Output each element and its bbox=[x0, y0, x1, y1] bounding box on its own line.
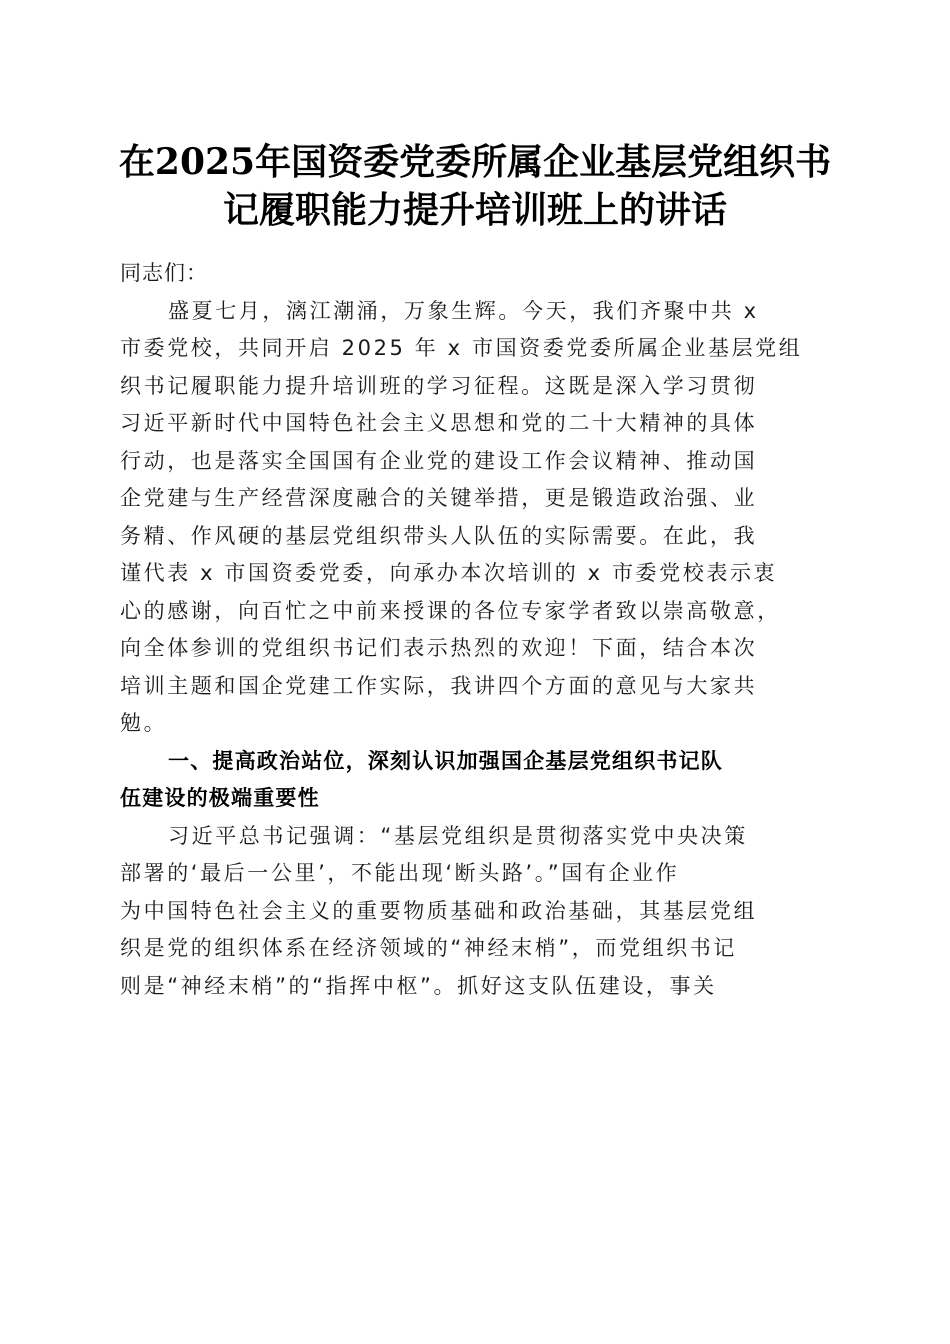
paragraph-opening bbox=[120, 293, 832, 743]
document-body bbox=[120, 255, 832, 1005]
text-line: 行动，也是落实全国国有企业党的建设工作会议精神、推动国 bbox=[120, 448, 758, 473]
text-line: 部署的‘最后一公里’，不能出现‘断头路’。”国有企业作 bbox=[120, 861, 680, 885]
text-line: 织书记履职能力提升培训班的学习征程。这既是深入学习贯彻 bbox=[120, 373, 758, 398]
paragraph-section-1 bbox=[120, 818, 832, 1006]
title-line-1: 在2025年国资委党委所属企业基层党组织书 bbox=[118, 141, 832, 183]
heading-line: 伍建设的极端重要性 bbox=[120, 786, 320, 810]
text-line: 企党建与生产经营深度融合的关键举措，更是锻造政治强、业 bbox=[120, 486, 758, 510]
document-title bbox=[90, 138, 860, 234]
text-line: 务精、作风硬的基层党组织带头人队伍的实际需要。在此，我 bbox=[120, 523, 758, 548]
text-line: 习近平新时代中国特色社会主义思想和党的二十大精神的具体 bbox=[120, 411, 758, 435]
salutation-text: 同志们： bbox=[120, 261, 208, 285]
title-line-2: 记履职能力提升培训班上的讲话 bbox=[222, 189, 727, 231]
text-line: 为中国特色社会主义的重要物质基础和政治基础，其基层党组 bbox=[120, 898, 758, 923]
text-line: 织是党的组织体系在经济领域的“神经末梢”，而党组织书记 bbox=[120, 936, 737, 960]
text-line: 则是“神经末梢”的“指挥中枢”。抓好这支队伍建设，事关 bbox=[120, 973, 717, 998]
text-line: 习近平总书记强调：“基层党组织是贯彻落实党中央决策 bbox=[168, 823, 748, 848]
text-line: 谨代表 x 市国资委党委，向承办本次培训的 x 市委党校表示衷 bbox=[120, 561, 778, 585]
text-line: 培训主题和国企党建工作实际，我讲四个方面的意见与大家共 bbox=[120, 673, 758, 698]
section-heading-1 bbox=[120, 743, 832, 818]
text-line: 市委党校，共同开启 2025 年 x 市国资委党委所属企业基层党组 bbox=[120, 336, 803, 360]
heading-line: 一、提高政治站位，深刻认识加强国企基层党组织书记队 bbox=[168, 748, 723, 773]
text-line: 向全体参训的党组织书记们表示热烈的欢迎！下面，结合本次 bbox=[120, 636, 758, 660]
text-line: 心的感谢，向百忙之中前来授课的各位专家学者致以崇高敬意， bbox=[120, 598, 781, 623]
text-line: 勉。 bbox=[120, 711, 168, 735]
salutation bbox=[120, 255, 832, 293]
text-line: 盛夏七月，漓江潮涌，万象生辉。今天，我们齐聚中共 x bbox=[168, 298, 759, 323]
